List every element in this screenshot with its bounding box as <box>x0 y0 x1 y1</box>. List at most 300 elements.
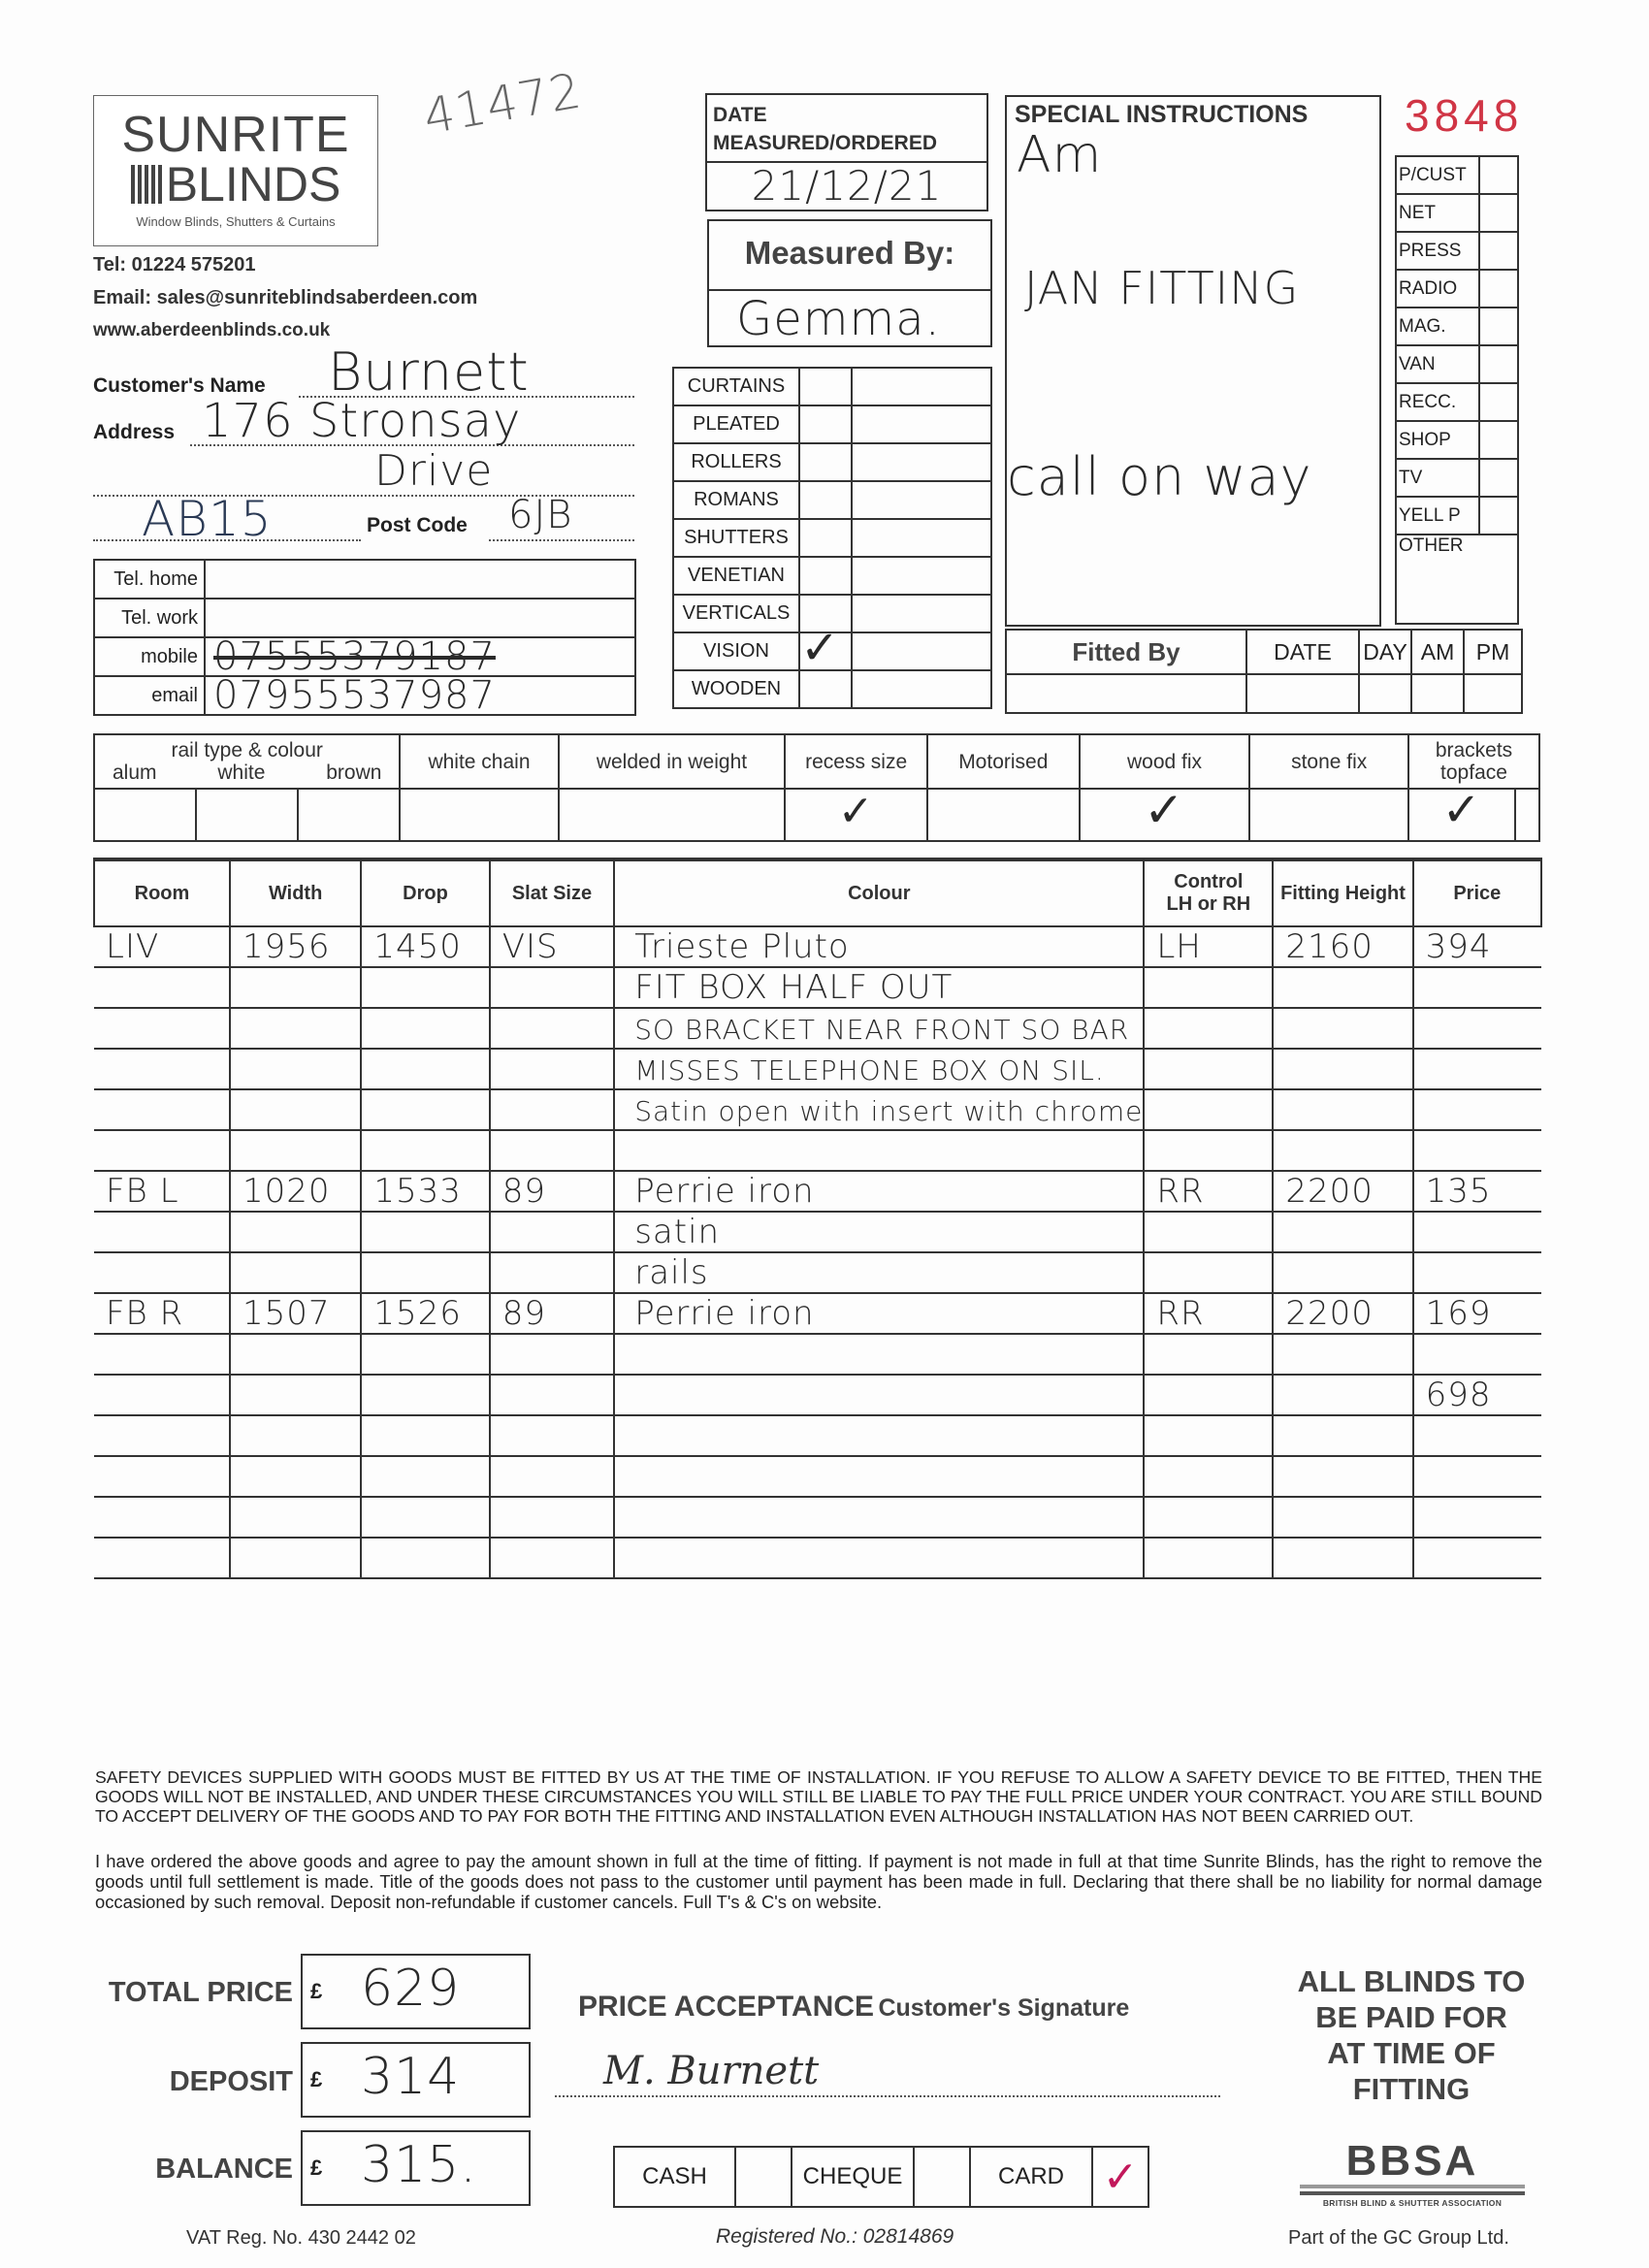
wood-fix-checkbox[interactable] <box>1080 781 1250 841</box>
lead-source-label: P/CUST <box>1396 156 1479 194</box>
order-cell-room[interactable] <box>94 1252 230 1293</box>
order-cell-value <box>94 1498 106 1537</box>
order-cell-colour[interactable] <box>614 1212 1144 1252</box>
order-cell-width[interactable] <box>230 1171 361 1212</box>
product-type-row <box>673 405 991 443</box>
lead-source-row <box>1396 345 1518 383</box>
order-cell-fitting-height[interactable] <box>1273 1334 1412 1375</box>
postcode-field[interactable] <box>489 493 634 541</box>
cheque-checkbox[interactable] <box>914 2147 970 2207</box>
order-cell-width[interactable] <box>230 967 361 1008</box>
order-cell-price[interactable] <box>1413 1375 1541 1415</box>
cash-checkbox[interactable] <box>735 2147 792 2207</box>
fit-pm-label: PM <box>1464 630 1522 674</box>
order-cell-control-side[interactable] <box>1144 1089 1273 1130</box>
order-cell-value <box>1145 1131 1156 1170</box>
order-cell-fitting-height[interactable] <box>1273 1212 1412 1252</box>
product-type-row <box>673 632 991 670</box>
rail-brown-label: brown <box>326 761 382 784</box>
product-type-checkbox[interactable] <box>799 405 852 443</box>
order-cell-room[interactable] <box>94 1130 230 1171</box>
order-cell-room[interactable] <box>94 967 230 1008</box>
order-cell-drop[interactable] <box>361 1334 489 1375</box>
order-cell-control-side[interactable] <box>1144 1008 1273 1049</box>
order-cell-value: LIV <box>106 927 160 966</box>
signature-field[interactable] <box>555 2047 1220 2097</box>
order-cell-value <box>491 1131 502 1170</box>
order-cell-value <box>94 1457 106 1496</box>
product-type-notes[interactable] <box>852 557 991 595</box>
order-cell-control-side[interactable] <box>1144 1415 1273 1456</box>
order-cell-value: 89 <box>501 1294 546 1333</box>
order-cell-slat-size[interactable] <box>490 1456 615 1497</box>
order-cell-colour[interactable] <box>614 1293 1144 1334</box>
order-cell-colour[interactable] <box>614 1375 1144 1415</box>
lead-source-row <box>1396 535 1518 624</box>
customer-name-label: Customer's Name <box>93 374 266 397</box>
order-cell-value <box>231 1253 242 1292</box>
order-cell-value: MISSES TELEPHONE BOX ON SIL. <box>634 1053 1105 1086</box>
order-cell-drop[interactable] <box>361 967 489 1008</box>
order-cell-value <box>615 1498 634 1537</box>
order-cell-price[interactable] <box>1413 1171 1541 1212</box>
order-cell-price[interactable] <box>1413 1456 1541 1497</box>
order-cell-drop[interactable] <box>361 1049 489 1089</box>
product-type-notes[interactable] <box>852 481 991 519</box>
lead-source-checkbox[interactable] <box>1479 270 1518 308</box>
order-cell-slat-size[interactable] <box>490 1252 615 1293</box>
product-type-label: CURTAINS <box>673 368 799 405</box>
order-cell-slat-size[interactable] <box>490 1293 615 1334</box>
order-cell-value <box>94 968 106 1007</box>
order-cell-room[interactable] <box>94 1415 230 1456</box>
bbsa-logo-text: BBSA <box>1345 2137 1479 2185</box>
company-website: www.aberdeenblinds.co.uk <box>93 320 331 340</box>
company-phone: Tel: 01224 575201 <box>93 254 256 275</box>
order-cell-colour[interactable] <box>614 1415 1144 1456</box>
order-cell-price[interactable] <box>1413 1008 1541 1049</box>
brackets-face-checkbox[interactable] <box>1515 789 1539 841</box>
order-cell-drop[interactable] <box>361 1008 489 1049</box>
order-cell-value <box>362 1539 373 1577</box>
lead-source-label: PRESS <box>1396 232 1479 270</box>
white-chain-label: white chain <box>400 734 558 789</box>
order-cell-drop[interactable] <box>361 1375 489 1415</box>
lead-source-checkbox[interactable] <box>1479 232 1518 270</box>
order-cell-colour[interactable] <box>614 1130 1144 1171</box>
date-measured-box <box>705 93 988 211</box>
contact-value-field[interactable] <box>205 599 635 637</box>
order-cell-price[interactable] <box>1413 1497 1541 1538</box>
check-mark-icon: ✓ <box>1144 781 1185 838</box>
lead-source-row <box>1396 497 1518 535</box>
order-cell-control-side[interactable] <box>1144 926 1273 967</box>
order-cell-slat-size[interactable] <box>490 1334 615 1375</box>
order-cell-colour[interactable] <box>614 926 1144 967</box>
fit-day-field[interactable] <box>1359 674 1411 713</box>
bbsa-full-name: BRITISH BLIND & SHUTTER ASSOCIATION <box>1322 2198 1503 2208</box>
order-cell-room[interactable] <box>94 1497 230 1538</box>
rail-alum-label: alum <box>113 761 157 784</box>
order-cell-room[interactable] <box>94 1171 230 1212</box>
order-cell-fitting-height[interactable] <box>1273 1415 1412 1456</box>
order-cell-value <box>231 1416 242 1455</box>
order-cell-slat-size[interactable] <box>490 1415 615 1456</box>
fit-am-field[interactable] <box>1411 674 1464 713</box>
order-cell-drop[interactable] <box>361 1171 489 1212</box>
address-line1-field[interactable] <box>190 394 634 448</box>
white-chain-checkbox[interactable] <box>400 789 558 841</box>
recess-size-checkbox[interactable] <box>785 786 927 841</box>
deposit-label: DEPOSIT <box>169 2066 293 2097</box>
card-checkbox[interactable] <box>1092 2147 1148 2207</box>
postcode-prefix-field[interactable] <box>93 491 361 547</box>
order-cell-value: 1533 <box>373 1172 462 1211</box>
order-cell-value <box>1414 1498 1426 1537</box>
order-cell-value <box>1274 1253 1285 1292</box>
order-cell-value: 1450 <box>373 927 462 966</box>
product-type-notes[interactable] <box>852 632 991 670</box>
contact-label: Tel. home <box>94 560 205 599</box>
order-cell-control-side[interactable] <box>1144 1334 1273 1375</box>
lead-source-row <box>1396 421 1518 459</box>
order-cell-slat-size[interactable] <box>490 1089 615 1130</box>
special-instruction-line: call on way <box>1007 446 1312 507</box>
order-cell-value: Perrie iron <box>634 1172 815 1211</box>
order-cell-fitting-height[interactable] <box>1273 1171 1412 1212</box>
product-type-row <box>673 368 991 405</box>
fit-date-field[interactable] <box>1246 674 1359 713</box>
order-cell-width[interactable] <box>230 1089 361 1130</box>
order-cell-drop[interactable] <box>361 926 489 967</box>
order-cell-colour[interactable] <box>614 1171 1144 1212</box>
order-cell-drop[interactable] <box>361 1497 489 1538</box>
order-cell-value <box>1274 1213 1285 1251</box>
lead-source-table <box>1395 155 1519 625</box>
product-type-label: WOODEN <box>673 670 799 708</box>
order-cell-slat-size[interactable] <box>490 1008 615 1049</box>
order-cell-slat-size[interactable] <box>490 1212 615 1252</box>
order-cell-slat-size[interactable] <box>490 1171 615 1212</box>
product-type-checkbox[interactable] <box>799 621 852 675</box>
order-cell-room[interactable] <box>94 1538 230 1578</box>
order-cell-value <box>231 968 242 1007</box>
rail-brown-checkbox[interactable] <box>298 789 400 841</box>
product-type-notes[interactable] <box>852 368 991 405</box>
order-cell-slat-size[interactable] <box>490 1130 615 1171</box>
order-cell-colour[interactable] <box>614 1089 1144 1130</box>
order-cell-fitting-height[interactable] <box>1273 1008 1412 1049</box>
order-cell-control-side[interactable] <box>1144 1375 1273 1415</box>
order-cell-drop[interactable] <box>361 1130 489 1171</box>
payment-notice-line: FITTING <box>1352 2072 1471 2106</box>
order-cell-control-side[interactable] <box>1144 1049 1273 1089</box>
order-cell-price[interactable] <box>1413 1089 1541 1130</box>
order-cell-value <box>615 1131 634 1170</box>
address-line2-value: Drive <box>374 446 494 496</box>
order-cell-value <box>94 1335 106 1374</box>
brackets-face-label: face <box>1469 761 1507 784</box>
lead-source-checkbox[interactable] <box>1479 383 1518 421</box>
deposit-field[interactable] <box>301 2042 531 2118</box>
product-type-checkbox[interactable] <box>799 670 852 708</box>
order-cell-value <box>362 1457 373 1496</box>
order-cell-colour[interactable] <box>614 967 1144 1008</box>
brackets-top-checkbox[interactable] <box>1408 783 1515 841</box>
order-cell-value <box>491 1457 502 1496</box>
order-cell-price[interactable] <box>1413 926 1541 967</box>
order-cell-value <box>1145 1539 1156 1577</box>
order-cell-slat-size[interactable] <box>490 1497 615 1538</box>
order-cell-width[interactable] <box>230 1538 361 1578</box>
order-cell-fitting-height[interactable] <box>1273 967 1412 1008</box>
contact-row <box>94 637 635 676</box>
order-cell-price[interactable] <box>1413 1212 1541 1252</box>
payment-notice-line: ALL BLINDS TO <box>1297 1964 1526 1998</box>
rail-alum-checkbox[interactable] <box>94 789 196 841</box>
wood-fix-label: wood fix <box>1080 734 1250 789</box>
product-type-notes[interactable] <box>852 443 991 481</box>
order-cell-value <box>615 1457 634 1496</box>
order-cell-value <box>94 1009 106 1048</box>
order-cell-room[interactable] <box>94 1375 230 1415</box>
column-header-drop: Drop <box>361 859 489 926</box>
order-cell-width[interactable] <box>230 1008 361 1049</box>
order-cell-width[interactable] <box>230 1130 361 1171</box>
order-cell-fitting-height[interactable] <box>1273 1456 1412 1497</box>
lead-source-checkbox[interactable] <box>1479 459 1518 497</box>
balance-field[interactable] <box>301 2130 531 2206</box>
order-cell-value <box>362 1050 373 1088</box>
currency-symbol: £ <box>310 1979 323 2003</box>
product-type-label: VISION <box>673 632 799 670</box>
order-cell-fitting-height[interactable] <box>1273 1252 1412 1293</box>
order-cell-width[interactable] <box>230 926 361 967</box>
lead-source-checkbox[interactable] <box>1479 497 1518 535</box>
order-cell-drop[interactable] <box>361 1089 489 1130</box>
measured-by-value[interactable]: Gemma. <box>736 292 941 346</box>
order-cell-price[interactable] <box>1413 1252 1541 1293</box>
order-cell-width[interactable] <box>230 1375 361 1415</box>
order-cell-price[interactable] <box>1413 1049 1541 1089</box>
order-cell-value <box>1145 1213 1156 1251</box>
column-header-colour: Colour <box>614 859 1144 926</box>
recess-size-label: recess size <box>785 734 927 789</box>
product-type-checkbox[interactable] <box>799 368 852 405</box>
order-cell-slat-size[interactable] <box>490 1375 615 1415</box>
order-cell-colour[interactable] <box>614 1497 1144 1538</box>
order-cell-fitting-height[interactable] <box>1273 926 1412 967</box>
order-cell-price[interactable] <box>1413 1334 1541 1375</box>
lead-source-label: SHOP <box>1396 421 1479 459</box>
fit-pm-field[interactable] <box>1464 674 1522 713</box>
order-cell-price[interactable] <box>1413 1293 1541 1334</box>
lead-source-row <box>1396 232 1518 270</box>
stone-fix-checkbox[interactable] <box>1249 789 1408 841</box>
order-cell-drop[interactable] <box>361 1293 489 1334</box>
order-cell-control-side[interactable] <box>1144 967 1273 1008</box>
order-cell-control-side[interactable] <box>1144 1538 1273 1578</box>
order-cell-control-side[interactable] <box>1144 1293 1273 1334</box>
product-type-label: VENETIAN <box>673 557 799 595</box>
order-cell-value: 169 <box>1425 1294 1492 1333</box>
currency-symbol: £ <box>310 2067 323 2091</box>
order-cell-fitting-height[interactable] <box>1273 1049 1412 1089</box>
product-type-label: VERTICALS <box>673 595 799 632</box>
price-acceptance-title: PRICE ACCEPTANCE <box>578 1991 875 2023</box>
lead-source-checkbox[interactable] <box>1479 421 1518 459</box>
product-type-label: PLEATED <box>673 405 799 443</box>
product-type-checkbox[interactable] <box>799 443 852 481</box>
fitted-by-field[interactable] <box>1006 674 1246 713</box>
special-instructions-box[interactable] <box>1005 95 1381 627</box>
date-measured-value[interactable]: 21/12/21 <box>751 162 943 210</box>
order-cell-value <box>94 1131 106 1170</box>
order-cell-room[interactable] <box>94 1456 230 1497</box>
order-cell-slat-size[interactable] <box>490 967 615 1008</box>
signature-label: Customer's Signature <box>878 1994 1130 2022</box>
order-cell-drop[interactable] <box>361 1252 489 1293</box>
order-cell-slat-size[interactable] <box>490 1538 615 1578</box>
customer-name-field[interactable] <box>299 341 634 403</box>
order-cell-value <box>362 1498 373 1537</box>
order-cell-slat-size[interactable] <box>490 1049 615 1089</box>
product-type-checkbox[interactable] <box>799 557 852 595</box>
order-cell-room[interactable] <box>94 1334 230 1375</box>
lead-source-row <box>1396 156 1518 194</box>
order-cell-width[interactable] <box>230 1212 361 1252</box>
order-row <box>94 1334 1541 1375</box>
lead-source-checkbox[interactable] <box>1479 194 1518 232</box>
order-cell-colour[interactable] <box>614 1008 1144 1049</box>
motorised-checkbox[interactable] <box>927 789 1080 841</box>
order-cell-fitting-height[interactable] <box>1273 1497 1412 1538</box>
lead-source-checkbox[interactable] <box>1479 308 1518 345</box>
order-cell-fitting-height[interactable] <box>1273 1375 1412 1415</box>
lead-source-checkbox[interactable] <box>1479 156 1518 194</box>
order-cell-price[interactable] <box>1413 1415 1541 1456</box>
order-cell-value <box>1414 1050 1426 1088</box>
order-cell-width[interactable] <box>230 1252 361 1293</box>
order-cell-price[interactable] <box>1413 1130 1541 1171</box>
product-type-notes[interactable] <box>852 519 991 557</box>
order-cell-fitting-height[interactable] <box>1273 1089 1412 1130</box>
order-cell-value: satin <box>634 1213 721 1251</box>
order-cell-value <box>362 1213 373 1251</box>
order-cell-drop[interactable] <box>361 1212 489 1252</box>
order-cell-price[interactable] <box>1413 967 1541 1008</box>
bbsa-logo <box>1300 2137 1525 2208</box>
welded-weight-checkbox[interactable] <box>559 789 786 841</box>
order-cell-value <box>362 1376 373 1414</box>
order-cell-value <box>1414 1539 1426 1577</box>
contact-value-field[interactable] <box>205 560 635 599</box>
order-cell-room[interactable] <box>94 1089 230 1130</box>
order-cell-colour[interactable] <box>614 1049 1144 1089</box>
balance-label: BALANCE <box>155 2154 293 2185</box>
payment-method-table <box>613 2146 1149 2208</box>
product-type-checkbox[interactable] <box>799 519 852 557</box>
order-cell-width[interactable] <box>230 1456 361 1497</box>
product-type-notes[interactable] <box>852 670 991 708</box>
order-cell-room[interactable] <box>94 1008 230 1049</box>
order-cell-drop[interactable] <box>361 1415 489 1456</box>
contact-label: email <box>94 676 205 715</box>
order-cell-width[interactable] <box>230 1293 361 1334</box>
order-cell-room[interactable] <box>94 1212 230 1252</box>
stone-fix-label: stone fix <box>1249 734 1408 789</box>
order-cell-room[interactable] <box>94 1049 230 1089</box>
order-cell-value <box>231 1131 242 1170</box>
rail-type-label: rail type & colour <box>171 739 323 761</box>
product-type-checkbox[interactable] <box>799 481 852 519</box>
lead-source-checkbox[interactable] <box>1479 345 1518 383</box>
order-cell-control-side[interactable] <box>1144 1456 1273 1497</box>
contact-label: mobile <box>94 637 205 676</box>
order-cell-value: 89 <box>501 1172 546 1211</box>
order-cell-width[interactable] <box>230 1049 361 1089</box>
product-type-notes[interactable] <box>852 595 991 632</box>
order-cell-value <box>1274 1335 1285 1374</box>
order-cell-control-side[interactable] <box>1144 1212 1273 1252</box>
order-cell-control-side[interactable] <box>1144 1171 1273 1212</box>
postcode-value: 6JB <box>508 493 573 537</box>
order-cell-colour[interactable] <box>614 1252 1144 1293</box>
deposit-value: 314 <box>361 2048 461 2106</box>
order-cell-fitting-height[interactable] <box>1273 1293 1412 1334</box>
order-cell-width[interactable] <box>230 1497 361 1538</box>
order-cell-slat-size[interactable] <box>490 926 615 967</box>
order-cell-value <box>1145 1253 1156 1292</box>
order-cell-fitting-height[interactable] <box>1273 1538 1412 1578</box>
contact-value-field[interactable] <box>205 634 635 679</box>
order-cell-control-side[interactable] <box>1144 1130 1273 1171</box>
order-cell-value <box>491 1213 502 1251</box>
order-cell-value <box>491 1416 502 1455</box>
order-cell-width[interactable] <box>230 1334 361 1375</box>
order-cell-value: FIT BOX HALF OUT <box>634 968 954 1007</box>
order-cell-colour[interactable] <box>614 1538 1144 1578</box>
order-number: 3848 <box>1405 90 1524 141</box>
product-type-notes[interactable] <box>852 405 991 443</box>
order-cell-price[interactable] <box>1413 1538 1541 1578</box>
order-cell-room[interactable] <box>94 926 230 967</box>
bbsa-logo-stripe <box>1300 2185 1525 2188</box>
order-cell-colour[interactable] <box>614 1334 1144 1375</box>
order-cell-width[interactable] <box>230 1415 361 1456</box>
contact-value-field[interactable] <box>205 673 635 718</box>
order-cell-drop[interactable] <box>361 1538 489 1578</box>
order-cell-value <box>491 1335 502 1374</box>
logo-line2-text: BLINDS <box>165 157 341 211</box>
customer-name-value: Burnett <box>328 341 530 403</box>
order-cell-fitting-height[interactable] <box>1273 1130 1412 1171</box>
order-cell-value: FB R <box>106 1294 184 1333</box>
order-cell-colour[interactable] <box>614 1456 1144 1497</box>
order-row <box>94 1008 1541 1049</box>
balance-value: 315. <box>361 2136 477 2194</box>
order-cell-room[interactable] <box>94 1293 230 1334</box>
order-cell-value <box>1414 1253 1426 1292</box>
order-cell-drop[interactable] <box>361 1456 489 1497</box>
order-cell-control-side[interactable] <box>1144 1497 1273 1538</box>
order-cell-value: Perrie iron <box>634 1294 815 1333</box>
total-price-field[interactable] <box>301 1954 531 2029</box>
rail-white-checkbox[interactable] <box>196 789 298 841</box>
order-cell-control-side[interactable] <box>1144 1252 1273 1293</box>
order-cell-value: 135 <box>1425 1172 1492 1211</box>
order-cell-value: 1526 <box>373 1294 462 1333</box>
